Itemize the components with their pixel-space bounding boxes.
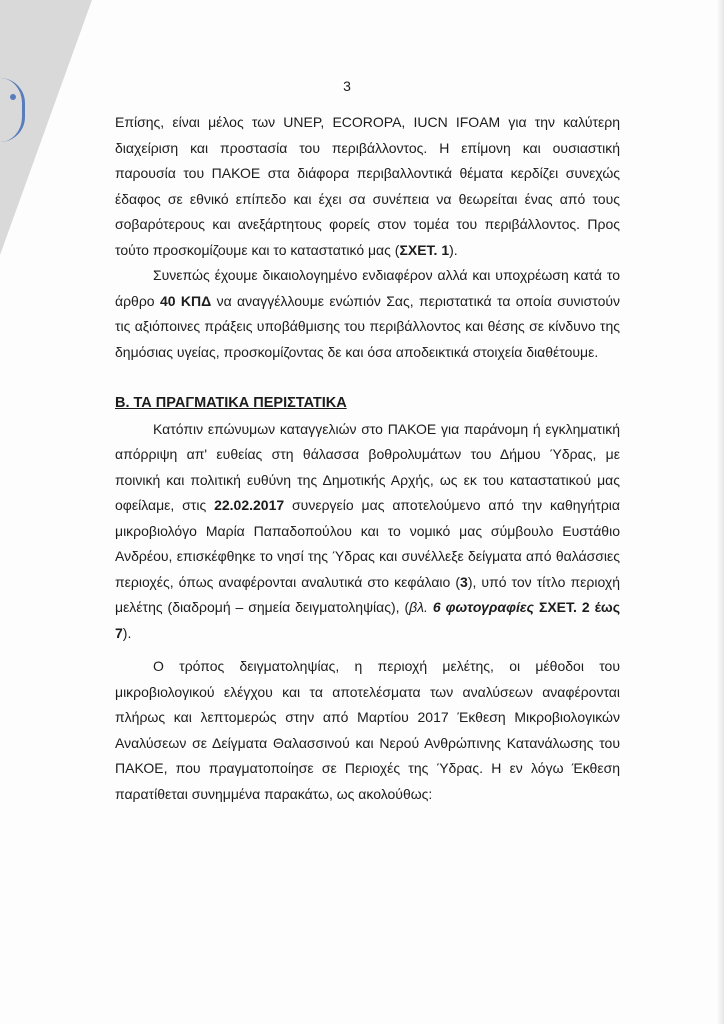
paragraph-sampling-method: Ο τρόπος δειγματοληψίας, η περιοχή μελέτης, οι μέθοδοι του μικροβιολογικού ελέγχου και τα αποτελέσματα των αναλύσεων αναφέρονται πλήρως και λεπτομερώς στην από Μαρτίου 2017 Έκθεση Μικροβιολογικών Αναλύσεων σε Δείγματα Θαλασσινού και Νερού Ανθρώπινης Κατανάλωσης του ΠΑΚΟΕ, που πραγματοποίησε σε Περιοχές της Ύδρας. Η εν λόγω Έκθεση παρατίθεται συνημμένα παρακάτω, ως ακολούθως: bbox=[115, 658, 620, 802]
document-body bbox=[115, 110, 620, 807]
paragraph-membership: Επίσης, είναι μέλος των UNEP, ECOROPA, IUCN IFOAM για την καλύτερη διαχείριση και προστασία του περιβάλλοντος. Η επίμονη και ουσιαστική παρουσία του ΠΑΚΟΕ στα διάφορα περιβαλλοντικά θέματα κερδίζει συνεχώς έδαφος σε εθνικό επίπεδο και έχει σα συνέπεια να θεωρείται ένας από τους σοβαρότερους και ανεξάρτητους φορείς στον τομέα του περιβάλλοντος. Προς τούτο προσκομίζουμε και το καταστατικό μας (ΣΧΕΤ. 1). bbox=[115, 114, 620, 258]
page-edge-shadow bbox=[716, 0, 724, 1024]
paragraph-legal-interest: Συνεπώς έχουμε δικαιολογημένο ενδιαφέρον αλλά και υποχρέωση κατά το άρθρο 40 ΚΠΔ να αναγγέλλουμε ενώπιόν Σας, περιστατικά τα οποία συνιστούν τις αξιόποινες πράξεις υποβάθμισης του περιβάλλοντος και θέσης σε κίνδυνο της δημόσιας υγείας, προσκομίζοντας δε και όσα αποδεικτικά στοιχεία διαθέτουμε. bbox=[115, 267, 621, 360]
section-heading: Β. ΤΑ ΠΡΑΓΜΑΤΙΚΑ ΠΕΡΙΣΤΑΤΙΚΑ bbox=[115, 395, 347, 411]
paragraph-facts: Κατόπιν επώνυμων καταγγελιών στο ΠΑΚΟΕ για παράνομη ή εγκληματική απόρριψη απ' ευθείας στη θάλασσα βοθρολυμάτων του Δήμου Ύδρας, με ποινική και πολιτική ευθύνη της Δημοτικής Αρχής, ως εκ του καταστατικού μας οφείλαμε, στις 22.02.2017 συνεργείο μας αποτελούμενο από την καθηγήτρια μικροβιολόγο Μαρία Παπαδοπούλου και το νομικό μας σύμβουλο Ευστάθιο Ανδρέου, επισκέφθηκε το νησί της Ύδρας και συνέλλεξε δείγματα από θαλάσσιες περιοχές, όπως αναφέρονται αναλυτικά στο κεφάλαιο (3), υπό τον τίτλο περιοχή μελέτης (διαδρομή – σημεία δειγματοληψίας), (βλ. 6 φωτογραφίες ΣΧΕΤ. 2 έως 7). bbox=[115, 420, 620, 641]
page-number: 3 bbox=[343, 78, 351, 94]
